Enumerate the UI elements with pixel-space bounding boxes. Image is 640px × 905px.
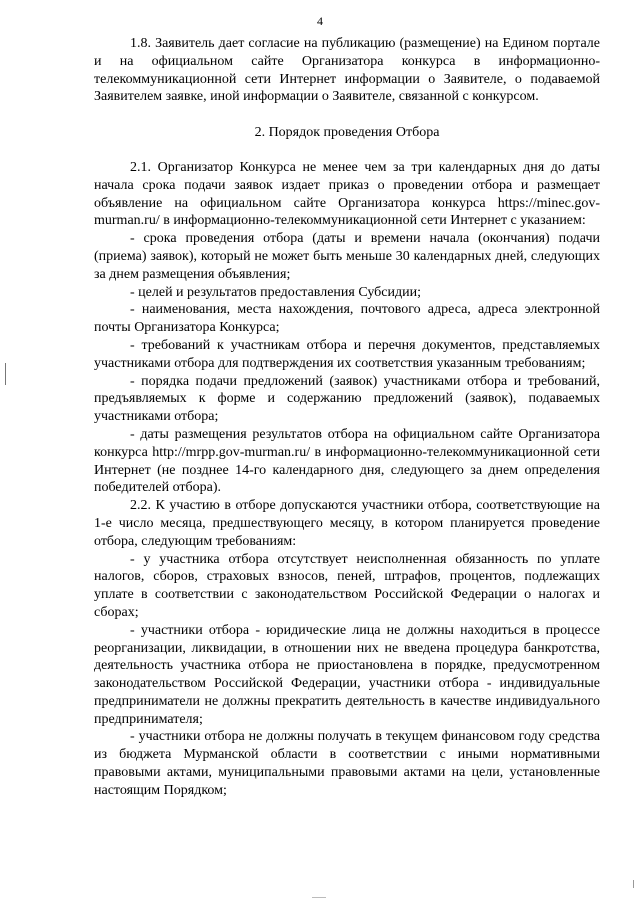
list-item: - даты размещения результатов отбора на официальном сайте Организатора конкурса http://mrpp.gov-murman.ru/ в информационно-телекоммуникационной сети Интернет (не позднее 14-го календарного дня, следующего за днем определения победителей отбора). [94,426,600,496]
paragraph-2-2: 2.2. К участию в отборе допускаются участники отбора, соответствующие на 1-е число месяца, предшествующего месяцу, в котором планируется проведение отбора, следующим требованиям: [94,498,600,549]
scan-margin-mark [5,363,6,385]
list-item: - порядка подачи предложений (заявок) участниками отбора и требований, предъявляемых к форме и содержанию предложений (заявок), подаваемых участниками отбора; [94,373,600,425]
paragraph-2-1: 2.1. Организатор Конкурса не менее чем за три календарных дня до даты начала срока подачи заявок издает приказ о проведении отбора и размещает объявление на официальном сайте Организатора конкурса https://minec.gov-murman.ru/ в информационно-телекоммуникационной сети Интернет с указанием: [94,159,600,229]
spacer [94,106,600,124]
paragraph-1-8: 1.8. Заявитель дает согласие на публикацию (размещение) на Едином портале и на официальном сайте Организатора конкурса в информационно-телекоммуникационной сети Интернет информации о Заявителе, о подаваемой Заявителем заявке, иной информации о Заявителе, связанной с конкурсом. [94,36,600,105]
spacer [94,141,600,159]
list-item: - целей и результатов предоставления Субсидии; [130,284,421,300]
scan-margin-mark [312,897,326,898]
page-number: 4 [317,14,323,28]
list-item: - у участника отбора отсутствует неисполненная обязанность по уплате налогов, сборов, страховых взносов, пеней, штрафов, процентов, подлежащих уплате в соответствии с законодательством Российской Федерации о налогах и сборах; [94,551,600,620]
list-item: - наименования, места нахождения, почтового адреса, адреса электронной почты Организатора Конкурса; [94,302,600,336]
list-item: - участники отбора - юридические лица не должны находиться в процессе реорганизации, ликвидации, в отношении них не введена процедура банкротства, деятельность участника отбора не приостановлена в порядке, предусмотренном законодательством Российской Федерации, участники отбора - индивидуальные предприниматели не должны прекратить деятельность в качестве индивидуального предпринимателя; [94,622,600,727]
document-body [94,35,600,800]
section-heading: 2. Порядок проведения Отбора [254,124,440,140]
scan-margin-mark [633,880,634,888]
list-item: - срока проведения отбора (даты и времени начала (окончания) подачи (приема) заявок), который не может быть меньше 30 календарных дней, следующих за днем размещения объявления; [94,231,600,282]
list-item: - требований к участникам отбора и перечня документов, представляемых участниками отбора для подтверждения их соответствия указанным требованиям; [94,337,600,371]
list-item: - участники отбора не должны получать в текущем финансовом году средства из бюджета Мурманской области в соответствии с иными нормативными правовыми актами, муниципальными правовыми актами на цели, установленные настоящим Порядком; [94,729,600,798]
